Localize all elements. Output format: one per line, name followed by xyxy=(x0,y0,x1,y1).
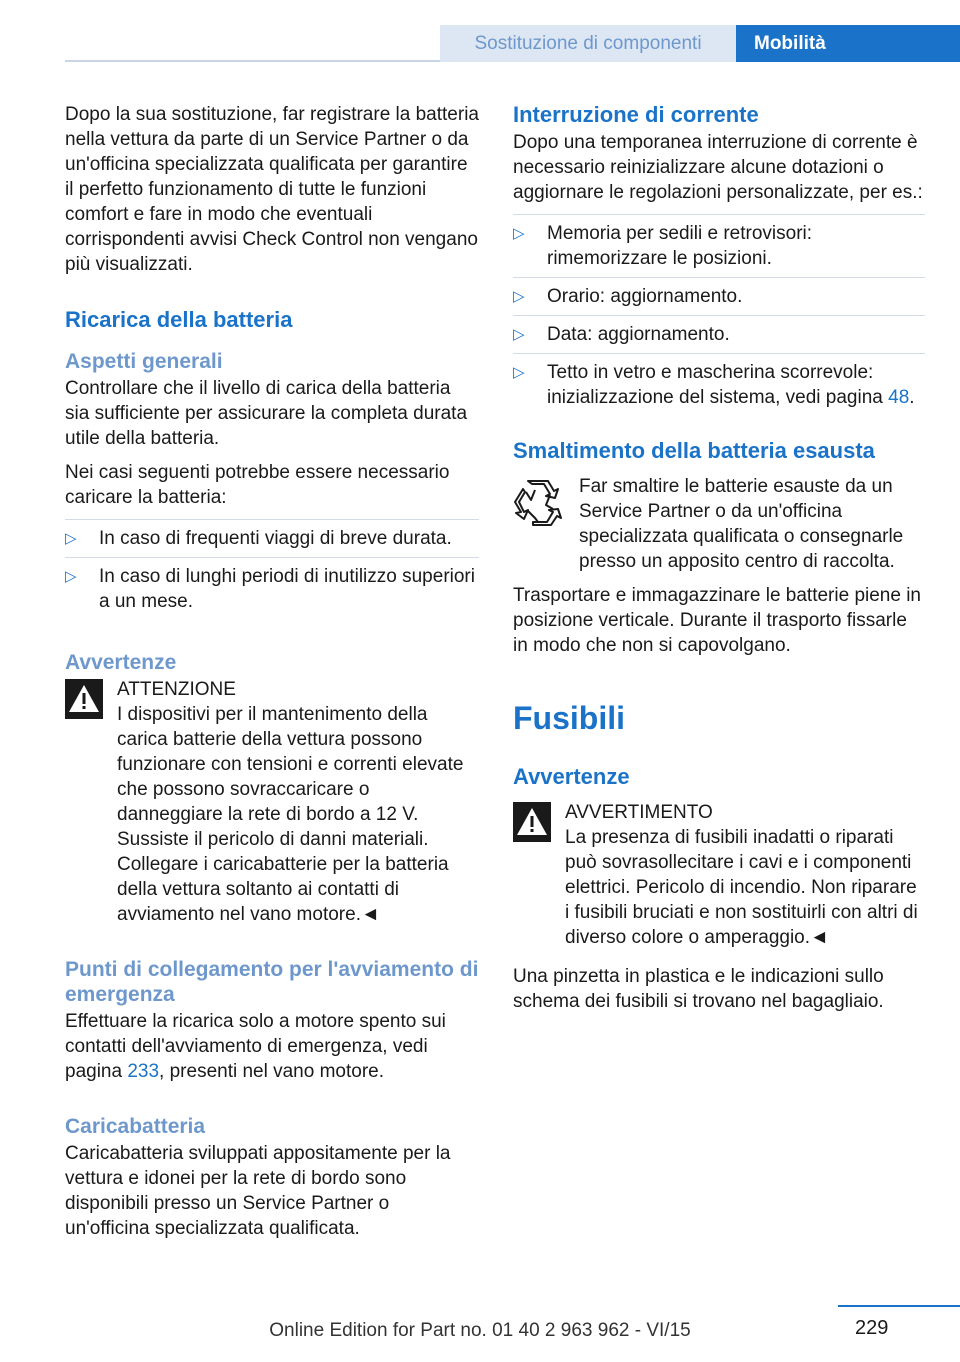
disposal-paragraph-1: Far smaltire le batterie esauste da un Service Partner o da un'officina specializzata qualificata o consegnarle presso un apposito centro di raccolta. xyxy=(579,476,904,572)
list-item: ▷ In caso di lunghi periodi di inutilizzo superiori a un mese. xyxy=(65,557,479,620)
heading-charger: Caricabatteria xyxy=(65,1115,206,1138)
fuse-warning-body: La presenza di fusibili inadatti o riparati può sovrasollecitare i cavi e i componenti elettrici. Pericolo di incendio. Non riparare i fusibili bruciati e non sostituirli con altri di diverso colore o amperaggio.◄ xyxy=(565,827,918,948)
heading-warnings: Avvertenze xyxy=(65,651,177,674)
list-item: ▷ Orario: aggiornamento. xyxy=(513,277,925,315)
page-number: 229 xyxy=(855,1317,889,1339)
triangle-bullet-icon: ▷ xyxy=(513,225,525,242)
warning-triangle-icon xyxy=(65,679,103,719)
heading-fuses: Fusibili xyxy=(513,700,625,736)
warning-triangle-icon xyxy=(513,802,551,842)
warning-block xyxy=(65,677,479,927)
fuse-warning-title: AVVERTIMENTO xyxy=(565,802,713,823)
heading-battery-charging: Ricarica della batteria xyxy=(65,307,293,332)
fuse-warning-block xyxy=(513,800,925,950)
heading-power-interruption: Interruzione di corrente xyxy=(513,102,759,127)
general-paragraph-1: Controllare che il livello di carica della batteria sia sufficiente per assicurare la completa durata utile della batteria. xyxy=(65,378,468,449)
recycle-icon xyxy=(513,478,563,526)
power-paragraph: Dopo una temporanea interruzione di corrente è necessario reinizializzare alcune dotazioni o aggiornare le regolazioni personalizzate, per es.: xyxy=(513,132,923,203)
triangle-bullet-icon: ▷ xyxy=(65,568,77,585)
left-column xyxy=(65,102,479,1250)
header-chapter-tab: Mobilità xyxy=(736,25,960,62)
disposal-paragraph-2: Trasportare e immagazzinare le batterie piene in posizione verticale. Durante il trasporto fissarle in modo che non si capovolgano. xyxy=(513,585,921,656)
heading-battery-disposal: Smaltimento della batteria esausta xyxy=(513,438,875,463)
general-list xyxy=(65,519,479,620)
footer-rule xyxy=(838,1305,960,1307)
fuse-paragraph: Una pinzetta in plastica e le indicazioni sullo schema dei fusibili si trovano nel bagagliaio. xyxy=(513,966,884,1012)
triangle-bullet-icon: ▷ xyxy=(65,530,77,547)
list-item: ▷ In caso di frequenti viaggi di breve durata. xyxy=(65,519,479,557)
page-link-233[interactable]: 233 xyxy=(127,1061,160,1082)
header-section-title: Sostituzione di componenti xyxy=(440,25,736,62)
triangle-bullet-icon: ▷ xyxy=(513,364,525,381)
heading-fuse-warnings: Avvertenze xyxy=(513,764,630,789)
power-list xyxy=(513,214,925,416)
page-link-48[interactable]: 48 xyxy=(888,387,910,408)
list-item: ▷ Tetto in vetro e mascherina scorrevole: inizializzazione del sistema, vedi pagina 48. xyxy=(513,353,925,416)
heading-general: Aspetti generali xyxy=(65,350,223,373)
list-item: ▷ Memoria per sedili e retrovisori: rimemorizzare le posizioni. xyxy=(513,214,925,277)
warning-title: ATTENZIONE xyxy=(117,679,236,700)
triangle-bullet-icon: ▷ xyxy=(513,288,525,305)
edition-note: Online Edition for Part no. 01 40 2 963 962 - VI/15 xyxy=(269,1320,691,1341)
general-paragraph-2: Nei casi seguenti potrebbe essere necessario caricare la batteria: xyxy=(65,462,450,508)
list-item: ▷ Data: aggiornamento. xyxy=(513,315,925,353)
warning-body: I dispositivi per il mantenimento della carica batterie della vettura possono funzionare con tensioni e correnti elevate che possono sovraccaricare o danneggiare la rete di bordo a 12 V. Sussiste il pericolo di danni materiali. Collegare i caricabatterie per la batteria della vettura soltanto ai contatti di avviamento nel vano motore.◄ xyxy=(117,704,464,925)
triangle-bullet-icon: ▷ xyxy=(513,326,525,343)
charger-paragraph: Caricabatteria sviluppati appositamente per la vettura e idonei per la rete di bordo sono disponibili presso un Service Partner o un'officina specializzata qualificata. xyxy=(65,1143,451,1239)
heading-jump-start-points: Punti di collegamento per l'avviamento di emergenza xyxy=(65,958,479,1006)
jump-paragraph: Effettuare la ricarica solo a motore spento sui contatti dell'avviamento di emergenza, vedi pagina 233, presenti nel vano motore. xyxy=(65,1011,446,1082)
disposal-block xyxy=(513,474,925,574)
right-column xyxy=(513,102,925,1023)
intro-paragraph: Dopo la sua sostituzione, far registrare la batteria nella vettura da parte di un Service Partner o da un'officina specializzata qualificata per garantire il perfetto funzionamento di tutte le funzioni comfort e fare in modo che eventuali corrispondenti avvisi Check Control non vengano più visualizzati. xyxy=(65,104,479,275)
